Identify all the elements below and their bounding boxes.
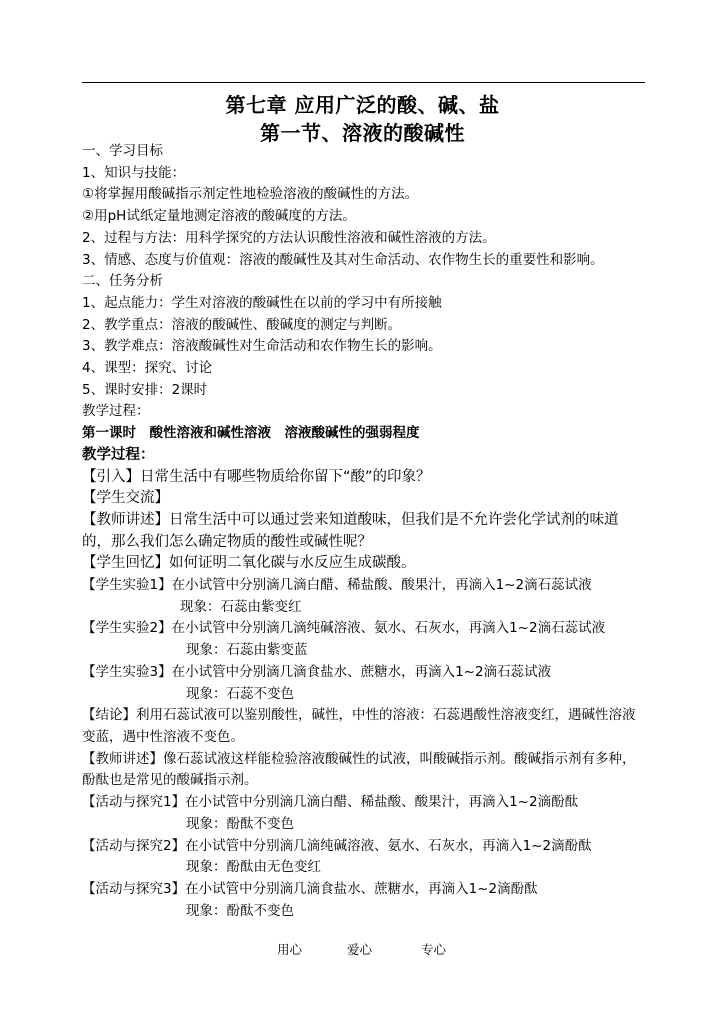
text-line: 【结论】利用石蕊试液可以鉴别酸性，碱性，中性的溶液：石蕊遇酸性溶液变红，遇碱性溶液变蓝，遇中性溶液不变色。 xyxy=(82,707,636,745)
text-line: ②用pH试纸定量地测定溶液的酸碱度的方法。 xyxy=(82,208,356,225)
text-line: 2、教学重点：溶液的酸碱性、酸碱度的测定与判断。 xyxy=(82,316,402,333)
chapter-title: 第七章 应用广泛的酸、碱、盐 xyxy=(225,93,500,117)
text-line: 现象：石蕊不变色 xyxy=(186,685,294,702)
text-line: 3、教学难点：溶液酸碱性对生命活动和农作物生长的影响。 xyxy=(82,338,442,355)
text-line: 【教师讲述】像石蕊试液这样能检验溶液酸碱性的试液，叫酸碱指示剂。酸碱指示剂有多种，酚酞也是常见的酸碱指示剂。 xyxy=(82,750,636,789)
text-line: 【学生实验2】在小试管中分别滴几滴纯碱溶液、氨水、石灰水，再滴入1~2滴石蕊试液 xyxy=(82,620,606,637)
text-line: 第一课时 酸性溶液和碱性溶液 溶液酸碱性的强弱程度 xyxy=(82,425,420,442)
text-line: 【学生回忆】如何证明二氧化碳与水反应生成碳酸。 xyxy=(82,555,416,572)
text-line: 【学生实验3】在小试管中分别滴几滴食盐水、蔗糖水，再滴入1~2滴石蕊试液 xyxy=(82,663,552,680)
footer-text-3: 专心 xyxy=(421,942,447,957)
text-line: 【学生交流】 xyxy=(82,490,169,507)
text-line: 5、课时安排：2课时 xyxy=(82,381,208,398)
text-line: 现象：石蕊由紫变红 xyxy=(180,598,302,615)
text-line: 一、学习目标 xyxy=(82,143,163,159)
text-line: 2、过程与方法：用科学探究的方法认识酸性溶液和碱性溶液的方法。 xyxy=(82,229,496,246)
text-line: 教学过程： xyxy=(82,446,155,463)
footer-text-2: 爱心 xyxy=(347,942,373,957)
text-line: 现象：酚酞不变色 xyxy=(186,902,294,919)
document-body xyxy=(82,141,645,922)
text-line: 【引入】日常生活中有哪些物质给你留下“酸”的印象？ xyxy=(82,468,431,485)
text-line: 3、情感、态度与价值观：溶液的酸碱性及其对生命活动、农作物生长的重要性和影响。 xyxy=(82,251,604,268)
text-line: 4、课型：探究、讨论 xyxy=(82,360,213,377)
text-line: 1、起点能力：学生对溶液的酸碱性在以前的学习中有所接触 xyxy=(82,294,442,311)
text-line: 【活动与探究2】在小试管中分别滴几滴纯碱溶液、氨水、石灰水，再滴入1~2滴酚酞 xyxy=(82,837,592,854)
header-rule xyxy=(82,82,645,83)
text-line: 现象：酚酞由无色变红 xyxy=(186,859,321,876)
footer-text-1: 用心 xyxy=(277,942,303,957)
text-line: 【教师讲述】日常生活中可以通过尝来知道酸味，但我们是不允许尝化学试剂的味道的，那么我们怎么确定物质的酸性或碱性呢？ xyxy=(82,511,619,550)
text-line: 现象：石蕊由紫变蓝 xyxy=(186,642,308,659)
section-title: 第一节、溶液的酸碱性 xyxy=(260,121,465,145)
text-line: 【活动与探究1】在小试管中分别滴几滴白醋、稀盐酸、酸果汁，再滴入1~2滴酚酞 xyxy=(82,794,579,811)
text-line: 【学生实验1】在小试管中分别滴几滴白醋、稀盐酸、酸果汁，再滴入1~2滴石蕊试液 xyxy=(82,577,592,594)
text-line: 1、知识与技能： xyxy=(82,164,186,181)
text-line: 【活动与探究3】在小试管中分别滴几滴食盐水、蔗糖水，再滴入1~2滴酚酞 xyxy=(82,880,538,897)
text-line: 现象：酚酞不变色 xyxy=(186,815,294,832)
text-line: ①将掌握用酸碱指示剂定性地检验溶液的酸碱性的方法。 xyxy=(82,186,419,203)
text-line: 教学过程： xyxy=(82,403,150,420)
text-line: 二、任务分析 xyxy=(82,273,163,290)
